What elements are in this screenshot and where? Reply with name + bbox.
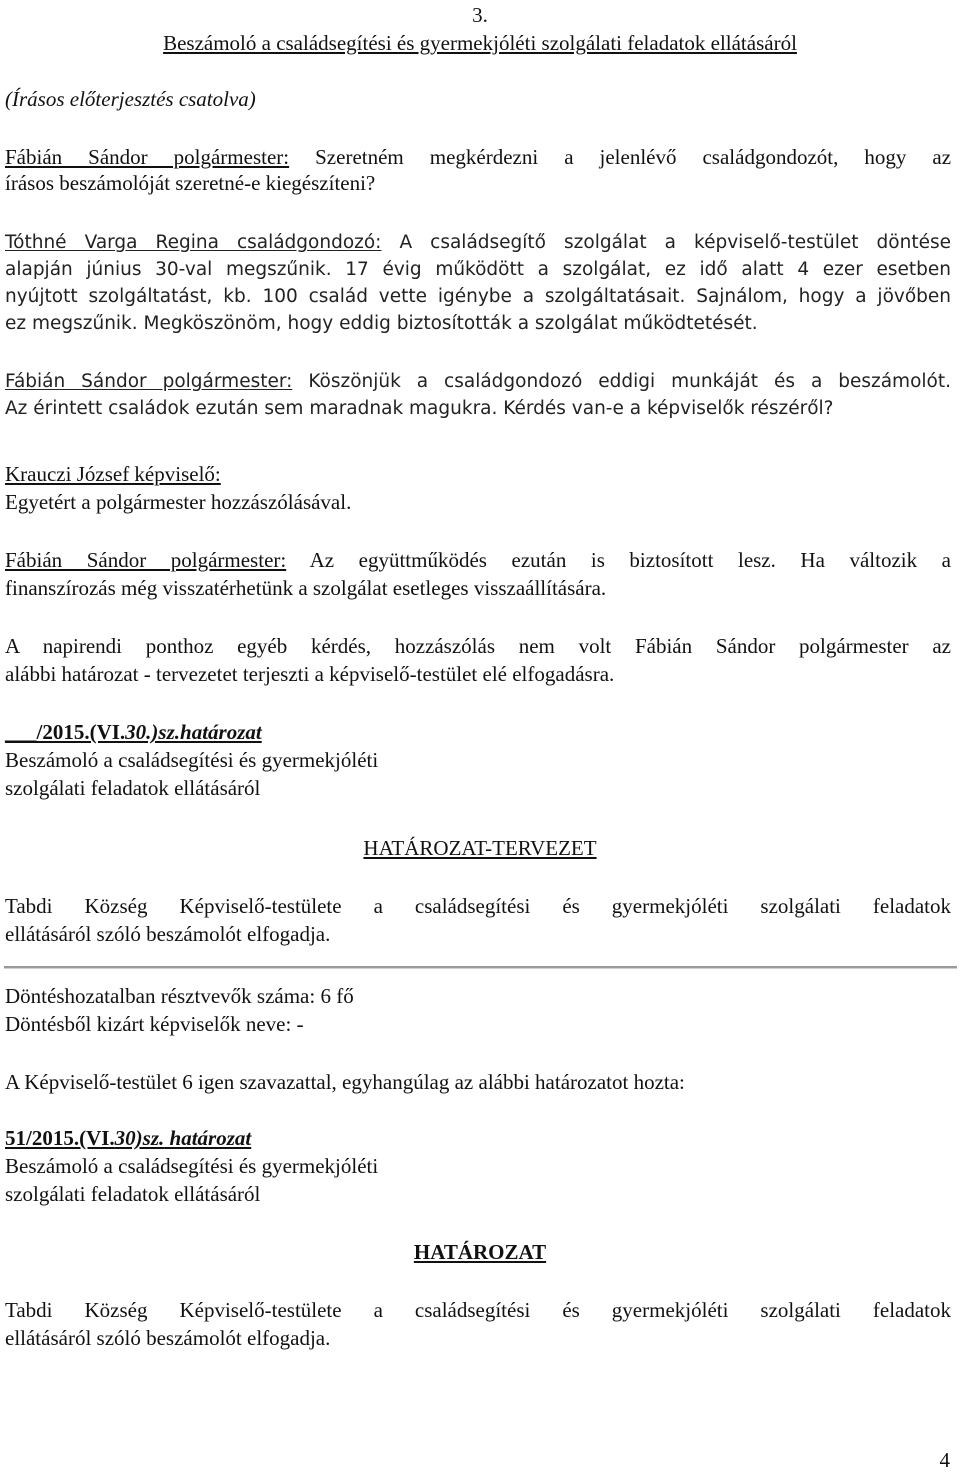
paragraph-text: finanszírozás még visszatérhetünk a szolgálat esetleges visszaállítására.: [5, 576, 607, 600]
resolution-subject: Beszámoló a családsegítési és gyermekjóléti: [5, 1154, 379, 1178]
agenda-title: Beszámoló a családsegítési és gyermekjóléti szolgálati feladatok ellátásáról: [163, 31, 797, 55]
resolution-heading: HATÁROZAT: [413, 1240, 547, 1264]
paragraph-text: alábbi határozat - tervezetet terjeszti a képviselő-testület elé elfogadásra.: [5, 662, 615, 686]
resolution-number: [5, 1125, 251, 1151]
paragraph-text: alapján június 30-val megszűnik. 17 évig működött a szolgálat, ez idő alatt 4 ezer esetben: [5, 259, 951, 280]
page-number: 4: [939, 1448, 950, 1472]
paragraph-text: A családsegítő szolgálat a képviselő-testület döntése: [381, 232, 951, 253]
attachment-note: (Írásos előterjesztés csatolva): [5, 87, 256, 111]
resolution-label: határozat: [180, 720, 262, 744]
vote-excluded: Döntésből kizárt képviselők neve: -: [5, 1012, 304, 1036]
resolution-body: Tabdi Község Képviselő-testülete a családsegítési és gyermekjóléti szolgálati feladatok: [5, 1298, 951, 1322]
resolution-body: ellátásáról szóló beszámolót elfogadja.: [5, 1326, 331, 1350]
speaker-label: Fábián Sándor polgármester:: [5, 145, 290, 169]
paragraph-text: Az érintett családok ezután sem maradnak magukra. Kérdés van-e a képviselők részéről?: [5, 398, 834, 419]
draft-resolution-body: Tabdi Község Képviselő-testülete a családsegítési és gyermekjóléti szolgálati feladatok: [5, 894, 951, 918]
speaker-label: Fábián Sándor polgármester:: [5, 548, 287, 572]
resolution-label: határozat: [169, 1126, 252, 1150]
agenda-number: 3.: [472, 3, 488, 27]
draft-resolution-body: ellátásáról szóló beszámolót elfogadja.: [5, 922, 331, 946]
paragraph-text: ez megszűnik. Megköszönöm, hogy eddig biztosították a szolgálat működtetését.: [5, 313, 758, 334]
vote-participants: Döntéshozatalban résztvevők száma: 6 fő: [5, 984, 354, 1008]
paragraph-text: Szeretném megkérdezni a jelenlévő családgondozót, hogy az: [289, 145, 952, 169]
paragraph-mayor-thanks: [5, 369, 951, 395]
resolution-number-part: ___/2015.(VI.: [5, 720, 126, 744]
paragraph-text: Egyetért a polgármester hozzászólásával.: [5, 490, 352, 514]
draft-resolution-number: [5, 719, 262, 745]
draft-resolution-heading: HATÁROZAT-TERVEZET: [363, 836, 597, 860]
speaker-label: Fábián Sándor polgármester:: [5, 371, 293, 392]
resolution-number-part: 30.)sz.: [125, 720, 181, 744]
resolution-number-part: 51/2015.(VI.: [5, 1126, 115, 1150]
paragraph-agenda-close: A napirendi ponthoz egyéb kérdés, hozzászólás nem volt Fábián Sándor polgármester az: [5, 634, 951, 658]
draft-resolution-subject: szolgálati feladatok ellátásáról: [5, 776, 261, 800]
paragraph-text: Az együttműködés ezután is biztosított lesz. Ha változik a: [286, 548, 951, 572]
paragraph-text: írásos beszámolóját szeretné-e kiegészíteni?: [5, 171, 376, 195]
speaker-label: Tóthné Varga Regina családgondozó:: [5, 232, 382, 253]
paragraph-text: Köszönjük a családgondozó eddigi munkáját és a beszámolót.: [292, 371, 951, 392]
resolution-subject: szolgálati feladatok ellátásáról: [5, 1182, 261, 1206]
vote-result: A Képviselő-testület 6 igen szavazattal, egyhangúlag az alábbi határozatot hozta:: [5, 1070, 685, 1094]
paragraph-mayor-question: [5, 144, 951, 170]
speaker-label: Krauczi József képviselő:: [5, 462, 221, 486]
paragraph-caregiver: [5, 230, 951, 256]
paragraph-text: nyújtott szolgáltatást, kb. 100 család vette igénybe a szolgáltatásait. Sajnálom, hogy a jövőben: [5, 286, 951, 307]
draft-resolution-subject: Beszámoló a családsegítési és gyermekjóléti: [5, 748, 379, 772]
resolution-number-part: 30)sz.: [114, 1126, 165, 1150]
paragraph-mayor-cooperation: [5, 547, 951, 573]
section-divider: [4, 966, 957, 969]
